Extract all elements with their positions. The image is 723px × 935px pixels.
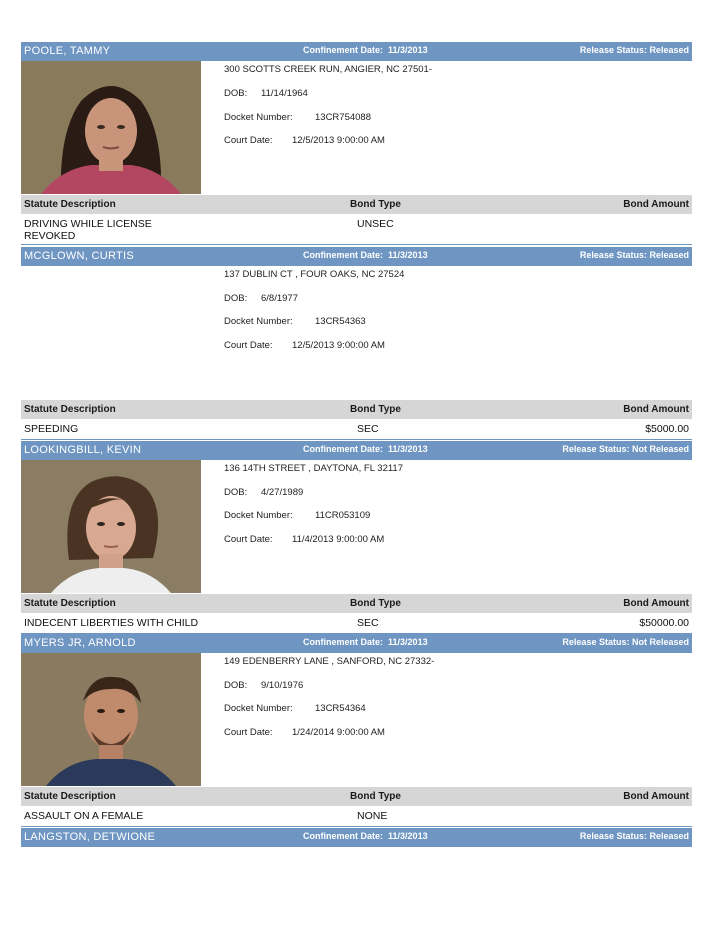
charge-row [21,215,692,245]
address: 300 SCOTTS CREEK RUN, ANGIER, NC 27501- [224,64,433,75]
bond-type: SEC [357,617,379,629]
record-header [21,247,692,266]
dob-line: DOB: 9/10/1976 [224,680,304,691]
bond-type-header: Bond Type [350,791,401,802]
court-date-line: Court Date: 11/4/2013 9:00:00 AM [224,534,385,545]
bond-amount-header: Bond Amount [623,598,689,609]
docket-line: Docket Number: 13CR754088 [224,112,371,123]
bond-amount-header: Bond Amount [623,404,689,415]
mugshot-placeholder [21,266,201,399]
release-status: Release Status: Not Released [562,637,689,647]
statute-description: INDECENT LIBERTIES WITH CHILD [24,617,199,629]
charges-table-header [21,594,692,613]
inmate-name: POOLE, TAMMY [24,45,111,57]
bond-amount: $5000.00 [645,423,689,435]
inmate-name: LOOKINGBILL, KEVIN [24,444,142,456]
court-date-line: Court Date: 12/5/2013 9:00:00 AM [224,135,385,146]
docket-line: Docket Number: 13CR54363 [224,316,366,327]
record-header [21,828,692,847]
release-status: Release Status: Released [579,45,689,55]
statute-header: Statute Description [24,199,116,210]
bond-amount-header: Bond Amount [623,791,689,802]
docket-line: Docket Number: 11CR053109 [224,510,371,521]
charges-table-header [21,400,692,419]
statute-header: Statute Description [24,598,116,609]
statute-header: Statute Description [24,404,116,415]
mugshot-photo [21,460,201,593]
mugshot-photo [21,61,201,194]
charges-table-header [21,195,692,214]
statute-description: SPEEDING [24,423,79,435]
dob-line: DOB: 6/8/1977 [224,293,298,304]
address: 136 14TH STREET , DAYTONA, FL 32117 [224,463,403,474]
address: 149 EDENBERRY LANE , SANFORD, NC 27332- [224,656,435,667]
confinement-date: Confinement Date: 11/3/2013 [303,444,428,454]
statute-description: DRIVING WHILE LICENSE REVOKED [24,218,152,242]
statute-description: ASSAULT ON A FEMALE [24,810,144,822]
charge-row [21,420,692,440]
bond-type: SEC [357,423,379,435]
court-date-line: Court Date: 1/24/2014 9:00:00 AM [224,727,385,738]
bond-amount-header: Bond Amount [623,199,689,210]
charge-row [21,614,692,634]
charges-table-header [21,787,692,806]
confinement-date: Confinement Date: 11/3/2013 [303,45,428,55]
inmate-name: MCGLOWN, CURTIS [24,250,135,262]
bond-type: NONE [357,810,388,822]
release-status: Release Status: Released [579,831,689,841]
bond-type-header: Bond Type [350,199,401,210]
bond-type-header: Bond Type [350,598,401,609]
dob-line: DOB: 4/27/1989 [224,487,304,498]
bond-type: UNSEC [357,218,394,230]
dob-line: DOB: 11/14/1964 [224,88,308,99]
confinement-date: Confinement Date: 11/3/2013 [303,637,428,647]
docket-line: Docket Number: 13CR54364 [224,703,366,714]
inmate-name: MYERS JR, ARNOLD [24,637,136,649]
record-header [21,634,692,653]
confinement-date: Confinement Date: 11/3/2013 [303,831,428,841]
charge-row [21,807,692,827]
release-status: Release Status: Released [579,250,689,260]
bond-type-header: Bond Type [350,404,401,415]
confinement-date: Confinement Date: 11/3/2013 [303,250,428,260]
court-date-line: Court Date: 12/5/2013 9:00:00 AM [224,340,385,351]
inmate-name: LANGSTON, DETWIONE [24,831,156,843]
bond-amount: $50000.00 [639,617,689,629]
address: 137 DUBLIN CT , FOUR OAKS, NC 27524 [224,269,405,280]
mugshot-photo [21,653,201,786]
statute-header: Statute Description [24,791,116,802]
record-header [21,42,692,61]
record-header [21,441,692,460]
release-status: Release Status: Not Released [562,444,689,454]
